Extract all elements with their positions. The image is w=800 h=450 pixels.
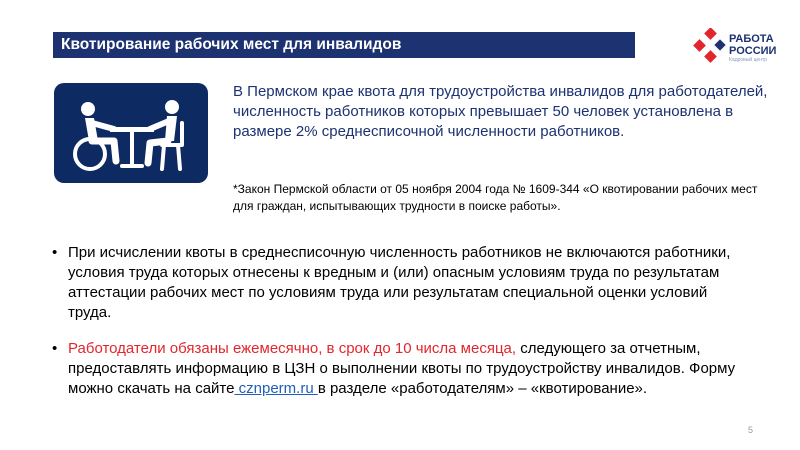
- logo-wordmark: [729, 33, 776, 57]
- list-item: [52, 243, 752, 323]
- law-footnote: *Закон Пермской области от 05 ноября 2004 года № 1609-344 «О квотировании рабочих мест для граждан, испытывающих трудности в поиске работы».: [233, 182, 758, 213]
- logo-line-1: РАБОТА: [729, 33, 774, 45]
- bullet-marker: •: [52, 244, 58, 261]
- wheelchair-user-at-table-icon: [54, 83, 208, 183]
- employer-obligation-highlight: Работодатели обязаны ежемесячно, в срок до 10 числа месяца,: [68, 340, 517, 357]
- logo-subtitle: Кадровый центр: [729, 57, 768, 63]
- list-item: [52, 339, 752, 399]
- bullet-marker: •: [52, 340, 58, 357]
- intro-paragraph: В Пермском крае квота для трудоустройства инвалидов для работодателей, численность работников которых превышает 50 человек установлена в размере 2% среднесписочной численности работников.: [233, 83, 768, 140]
- accessibility-pictogram: [54, 83, 208, 183]
- rabota-rossii-logo: [693, 28, 793, 68]
- bullet-list: [52, 243, 752, 399]
- logo-line-2: РОССИИ: [729, 45, 777, 57]
- logo-mark-icon: [693, 28, 727, 64]
- employer-obligation-text: следующего за отчетным, предоставлять информацию в ЦЗН о выполнении квоты по трудоустройству инвалидов. Форму можно скачать на сайте: [68, 340, 736, 397]
- quota-exclusion-text: При исчислении квоты в среднесписочную численность работников не включаются работники, условия труда которых отнесены к вредным и (или) опасным условиям труда по результатам аттестации рабочих мест по условиям труда или результатам специальной оценки условий труда.: [68, 244, 731, 321]
- page-number: 5: [748, 425, 754, 435]
- section-path-text: в разделе «работодателям» – «квотирование».: [317, 380, 648, 397]
- cznperm-link[interactable]: cznperm.ru: [234, 380, 318, 397]
- page-title: Квотирование рабочих мест для инвалидов: [53, 32, 635, 58]
